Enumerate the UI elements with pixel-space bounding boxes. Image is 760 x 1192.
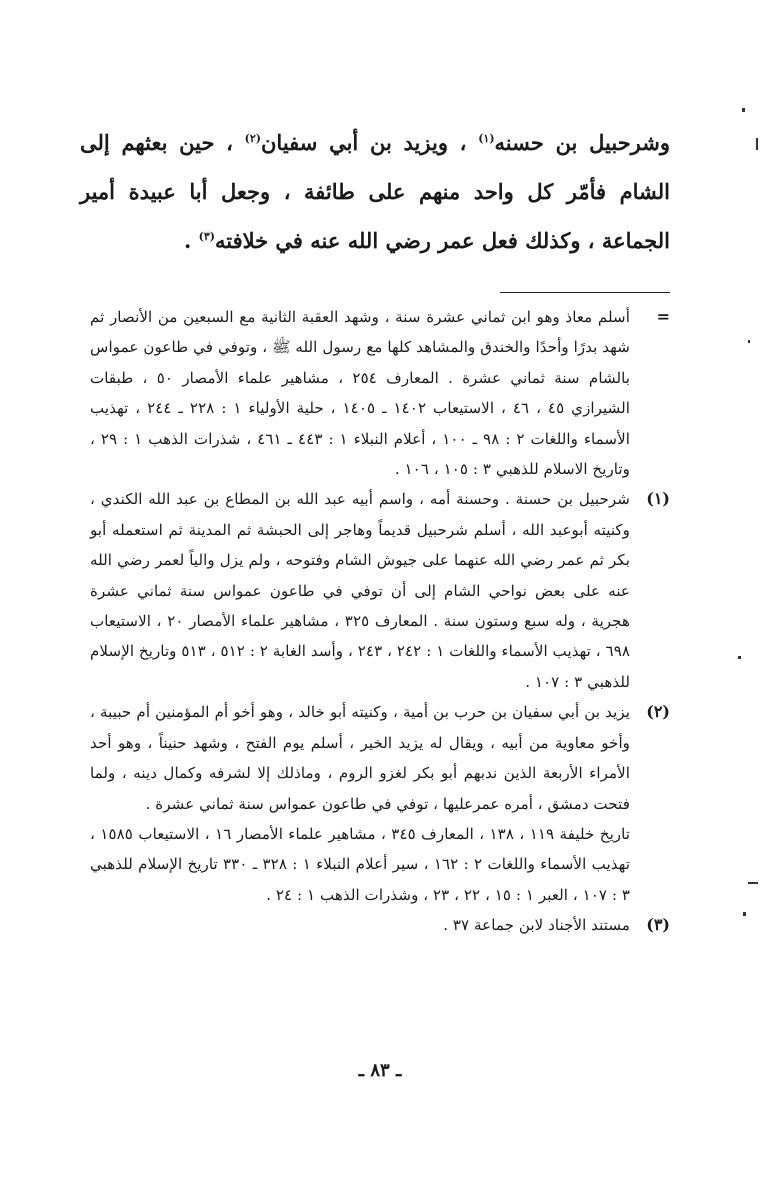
text-segment: ، حين بعثهم إلى الشام فأمّر كل واحد منهم على طائفة ، وجعل أبا عبيدة أمير الجماعة ، وكذلك فعل عمر رضي الله عنه في خلافته xyxy=(80,130,670,253)
footnote-2-sources xyxy=(90,819,630,910)
scan-speck xyxy=(756,138,758,150)
scan-speck xyxy=(742,108,745,112)
footnotes xyxy=(90,302,670,941)
scan-speck xyxy=(743,912,746,916)
footnote-marker: = xyxy=(656,307,670,326)
footnote-2 xyxy=(90,697,670,819)
scan-speck xyxy=(748,882,758,884)
footnote-1 xyxy=(90,484,670,697)
scan-speck xyxy=(748,340,750,343)
main-paragraph xyxy=(80,118,670,265)
footnote-ref-2[interactable]: (٢) xyxy=(244,132,261,145)
footnote-text: أسلم معاذ وهو ابن ثماني عشرة سنة ، وشهد العقبة الثانية مع السبعين من الأنصار ثم شهد بدرًا وأحدًا والخندق والمشاهد كلها مع رسول الله ﷺ ، وتوفي في طاعون عمواس بالشام سنة ثماني عشرة . المعارف ٢٥٤ ، مشاهير علماء الأمصار ٥٠ ، طبقات الشيرازي ٤٥ ، ٤٦ ، الاستيعاب ١٤٠٢ ـ ١٤٠٥ ، حلية الأولياء ١ : ٢٢٨ ـ ٢٤٤ ، تهذيب الأسماء واللغات ٢ : ٩٨ ـ ١٠٠ ، أعلام النبلاء ١ : ٤٤٣ ـ ٤٦١ ، شذرات الذهب ١ : ٢٩ ، وتاريخ الاسلام للذهبي ٣ : ١٠٥ ، ١٠٦ . xyxy=(90,308,631,479)
page-number: ـ ٨٣ ـ xyxy=(358,1060,402,1081)
main-text-body xyxy=(80,118,670,265)
footnote-text: تاريخ خليفة ١١٩ ، ١٣٨ ، المعارف ٣٤٥ ، مشاهير علماء الأمصار ١٦ ، الاستيعاب ١٥٨٥ ، تهذيب الأسماء واللغات ٢ : ١٦٢ ، سير أعلام النبلاء ١ : ٣٢٨ ـ ٣٣٠ تاريخ الإسلام للذهبي ٣ : ١٠٧ ، العبر ١ : ١٥ ، ٢٢ ، ٢٣ ، وشذرات الذهب ١ : ٢٤ . xyxy=(90,824,630,904)
text-segment: . xyxy=(183,228,199,253)
footnote-text: مستند الأجناد لابن جماعة ٣٧ . xyxy=(443,916,630,935)
footnote-ref-1[interactable]: (١) xyxy=(478,132,495,145)
scan-speck xyxy=(738,656,741,659)
footnote-divider xyxy=(500,292,670,293)
footnote-continuation xyxy=(90,302,670,484)
footnote-marker: (٢) xyxy=(646,702,670,722)
footnote-3 xyxy=(90,910,670,940)
footnote-text: شرحبيل بن حسنة . وحسنة أمه ، واسم أبيه عبد الله بن المطاع بن عبد الله الكندي ، وكنيته أبوعبد الله ، أسلم شرحبيل قديماً وهاجر إلى الحبشة ثم المدينة ثم استعمله أبو بكر ثم عمر رضي الله عنهما على جيوش الشام وفتوحه ، ولم يزل والياً لعمر رضي الله عنه على بعض نواحي الشام إلى أن توفي في طاعون عمواس سنة ثماني عشرة هجرية ، وله سبع وستون سنة . المعارف ٣٢٥ ، مشاهير علماء الأمصار ٢٠ ، الاستيعاب ٦٩٨ ، تهذيب الأسماء واللغات ١ : ٢٤٢ ، ٢٤٣ ، وأسد الغابة ٢ : ٥١٢ ، ٥١٣ وتاريخ الإسلام للذهبي ٣ : ١٠٧ . xyxy=(90,490,631,691)
text-segment: ، ويزيد بن أبي سفيان xyxy=(261,130,479,155)
text-segment: وشرحبيل بن حسنه xyxy=(494,130,670,155)
footnote-marker: (٣) xyxy=(646,915,670,935)
footnote-ref-3[interactable]: (٣) xyxy=(198,230,215,243)
footnote-text: يزيد بن أبي سفيان بن حرب بن أمية ، وكنيته أبو خالد ، وهو أخو أم المؤمنين أم حبيبة ، وأخو معاوية من أبيه ، ويقال له يزيد الخير ، أسلم يوم الفتح ، وشهد حنيناً ، وهو أحد الأمراء الأربعة الذين ندبهم أبو بكر لغزو الروم ، وماذلك إلا لشرفه وكمال دينه ، ولما فتحت دمشق ، أمره عمرعليها ، توفي في طاعون عمواس سنة ثماني عشرة . xyxy=(90,703,630,813)
footnote-marker: (١) xyxy=(646,489,670,509)
